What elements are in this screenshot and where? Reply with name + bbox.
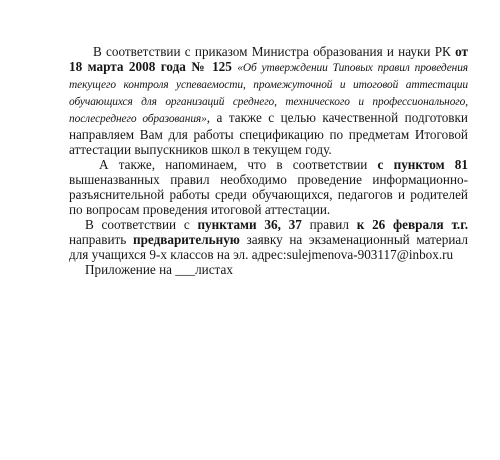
paragraph-application-request bbox=[69, 217, 468, 262]
clauses-36-37-reference: пунктами 36, 37 bbox=[197, 217, 302, 232]
reminder-body-text: вышеназванных правил необходимо проведение информационно-разъяснительной работы среди обучающихся, педагогов и родителей по вопросам проведения итоговой аттестации. bbox=[69, 172, 468, 217]
request-intro-text: В соответствии с bbox=[85, 217, 198, 232]
clause-81-reference: с пунктом 81 bbox=[377, 157, 468, 172]
paragraph-attachment bbox=[69, 262, 468, 277]
order-title-quote: «Об утверждении Типовых правил проведения текущего контроля успеваемости, промежуточной и итоговой аттестации обучающихся для организаций среднего, технического и профессионального, послесреднего образования» bbox=[69, 62, 469, 125]
order-date-number: от 18 марта 2008 года № 125 bbox=[69, 44, 468, 74]
paragraph-order-reference bbox=[69, 44, 468, 157]
attachment-note: Приложение на ___листах bbox=[85, 262, 233, 277]
send-text: направить bbox=[69, 232, 133, 247]
preliminary-word: предварительную bbox=[132, 232, 240, 247]
paragraph-reminder bbox=[69, 157, 468, 217]
rules-text: правил bbox=[301, 217, 357, 232]
application-email-text: заявку на экзаменационный материал для учащихся 9-х классов на эл. адрес:sulejmenova-903117@inbox.ru bbox=[69, 232, 468, 262]
deadline-date: к 26 февраля т.г. bbox=[356, 217, 469, 232]
order-intro-text: В соответствии с приказом Министра образования и науки РК bbox=[93, 44, 456, 59]
reminder-intro-text: А также, напоминаем, что в соответствии bbox=[99, 157, 378, 172]
order-purpose-text: , а также с целью качественной подготовки направляем Вам для работы спецификацию по предметам Итоговой аттестации выпускников школ в текущем году. bbox=[69, 110, 468, 157]
